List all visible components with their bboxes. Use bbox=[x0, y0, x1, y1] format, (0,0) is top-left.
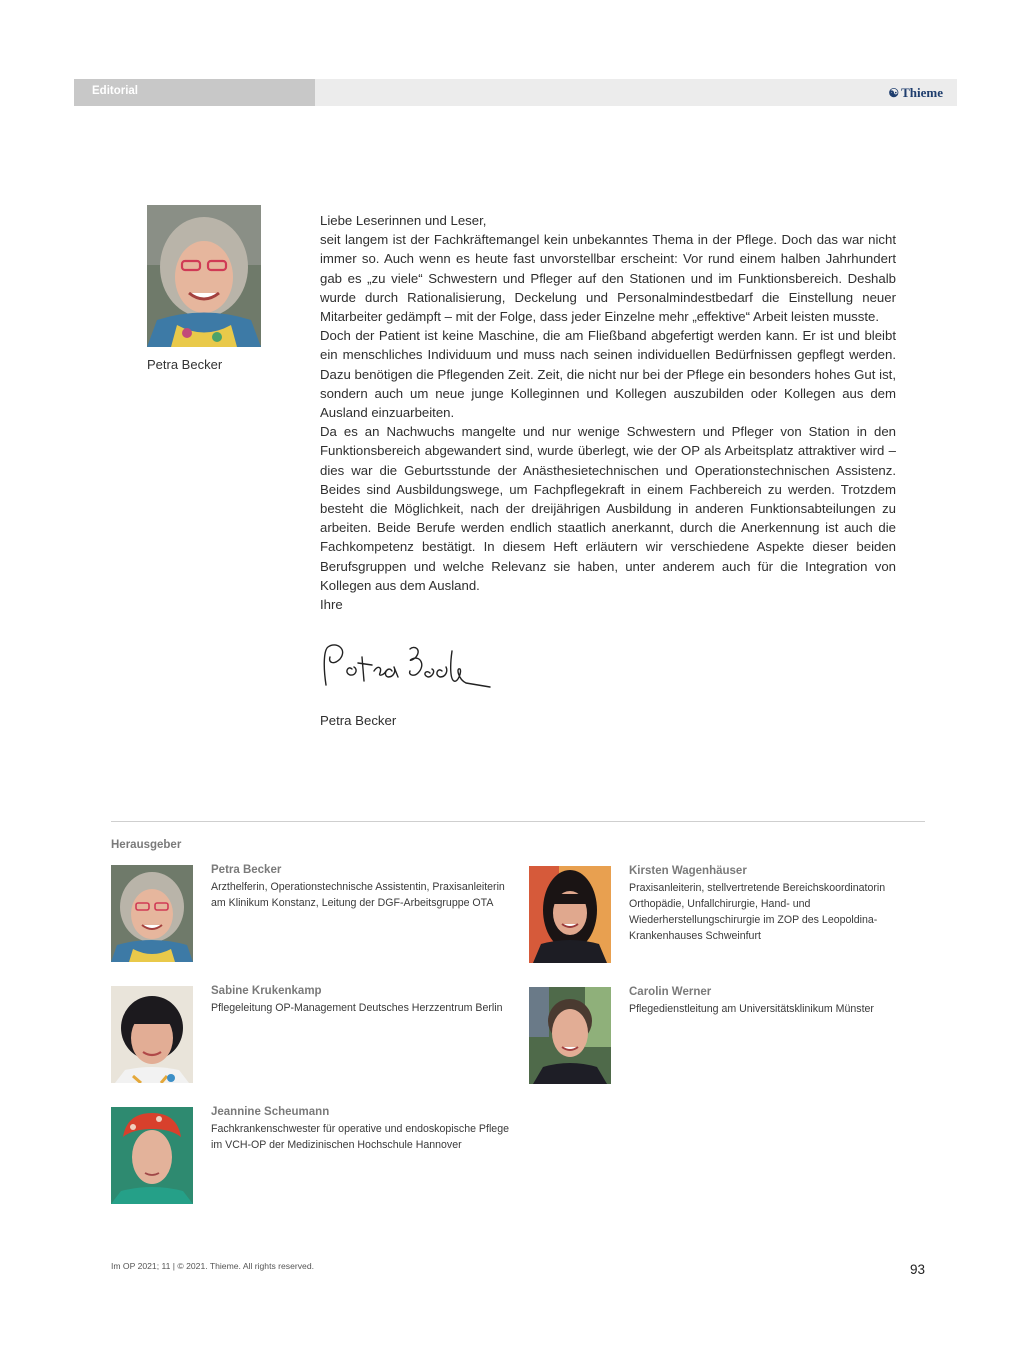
section-label: Editorial bbox=[74, 79, 315, 106]
editor-photo bbox=[529, 987, 611, 1084]
letter-paragraph: Doch der Patient ist keine Maschine, die am Fließband abgefertigt werden kann. Er ist und bleibt ein menschliches Individuum und muss nach seinen individuellen Bedürfnissen gepflegt werden. Dazu benötigen die Pflegenden Zeit. Zeit, die nicht nur bei der Pflege ein besonders hohes Gut ist, sondern auch um neue junge Kolleginnen und Kollegen auszubilden oder Kollegen aus dem Ausland einzuarbeiten. bbox=[320, 328, 896, 421]
editors-heading: Herausgeber bbox=[111, 839, 182, 851]
footer-citation: Im OP 2021; 11 | © 2021. Thieme. All rights reserved. bbox=[111, 1261, 314, 1271]
editorial-letter bbox=[320, 211, 896, 595]
editor-info bbox=[629, 866, 926, 944]
editor-description: Praxisanleiterin, stellvertretende Bereichskoordinatorin Orthopädie, Unfallchirurgie, Hand- und Wiederherstellungschirurgie im ZOP des Leopoldina-Krankenhauses Schweinfurt bbox=[629, 882, 886, 942]
page-number: 93 bbox=[909, 1262, 925, 1277]
thieme-logo-icon: ☯ bbox=[888, 86, 900, 100]
author-caption: Petra Becker bbox=[147, 357, 223, 372]
editor-name: Jeannine Scheumann bbox=[211, 1106, 330, 1118]
editor-info bbox=[629, 987, 926, 1017]
author-portrait bbox=[147, 205, 261, 347]
salutation: Liebe Leserinnen und Leser, bbox=[320, 213, 487, 228]
publisher-logo bbox=[888, 79, 943, 106]
editor-name: Kirsten Wagenhäuser bbox=[629, 865, 747, 877]
editor-photo bbox=[111, 865, 193, 962]
header-bar bbox=[74, 79, 957, 106]
editor-name: Sabine Krukenkamp bbox=[211, 985, 322, 997]
signature-name: Petra Becker bbox=[320, 713, 397, 728]
editor-description: Pflegeleitung OP-Management Deutsches Herzzentrum Berlin bbox=[211, 1002, 503, 1014]
editor-description: Arzthelferin, Operationstechnische Assistentin, Praxisanleiterin am Klinikum Konstanz, Leitung der DGF-Arbeitsgruppe OTA bbox=[211, 881, 505, 909]
editor-description: Pflegedienstleitung am Universitätsklinikum Münster bbox=[629, 1003, 874, 1015]
section-divider bbox=[111, 821, 925, 822]
handwritten-signature bbox=[318, 635, 498, 700]
editor-description: Fachkrankenschwester für operative und endoskopische Pflege im VCH-OP der Medizinischen Hochschule Hannover bbox=[211, 1123, 509, 1151]
editor-name: Carolin Werner bbox=[629, 986, 712, 998]
letter-paragraph: seit langem ist der Fachkräftemangel kein unbekanntes Thema in der Pflege. Doch das war nicht immer so. Auch wenn es heute fast unvorstellbar erscheint: Vor rund einem halben Jahrhundert gab es „zu viele“ Schwestern und Pfleger auf den Stationen und im Funktionsbereich. Deshalb wurde durch Rationalisierung, Deckelung und Personalmindestbedarf die Einstellung neuer Mitarbeiter gedämpft – mit der Folge, dass jeder Einzelne mehr „effektive“ Arbeit leisten musste. bbox=[320, 232, 896, 325]
closing: Ihre bbox=[320, 597, 343, 612]
letter-paragraph: Da es an Nachwuchs mangelte und nur wenige Schwestern und Pfleger von Station in den Funktionsbereich abgewandert sind, wurde überlegt, wie der OP als Arbeitsplatz attraktiver wird – dies war die Geburtsstunde der Anästhesietechnischen und Operationstechnischen Assistenz. Beides sind Ausbildungswege, um Fachpflegekraft in einem Fachbereich zu werden. Trotzdem besteht die Möglichkeit, nach der dreijährigen Ausbildung in anderen Funktionsabteilungen zu arbeiten. Beide Berufe werden endlich staatlich anerkannt, durch die Anerkennung ist auch die Fachkompetenz bestätigt. In diesem Heft erläutern wir verschiedene Aspekte dieser beiden Berufsgruppen und welche Relevanz sie haben, unter anderem auch für die Integration von Kollegen aus dem Ausland. bbox=[320, 424, 896, 593]
publisher-name: Thieme bbox=[901, 85, 943, 100]
editor-name: Petra Becker bbox=[211, 864, 282, 876]
editor-photo bbox=[529, 866, 611, 963]
editor-info bbox=[211, 986, 509, 1016]
editor-info bbox=[211, 1107, 509, 1153]
editor-photo bbox=[111, 986, 193, 1083]
editor-info bbox=[211, 865, 507, 911]
editor-photo bbox=[111, 1107, 193, 1204]
